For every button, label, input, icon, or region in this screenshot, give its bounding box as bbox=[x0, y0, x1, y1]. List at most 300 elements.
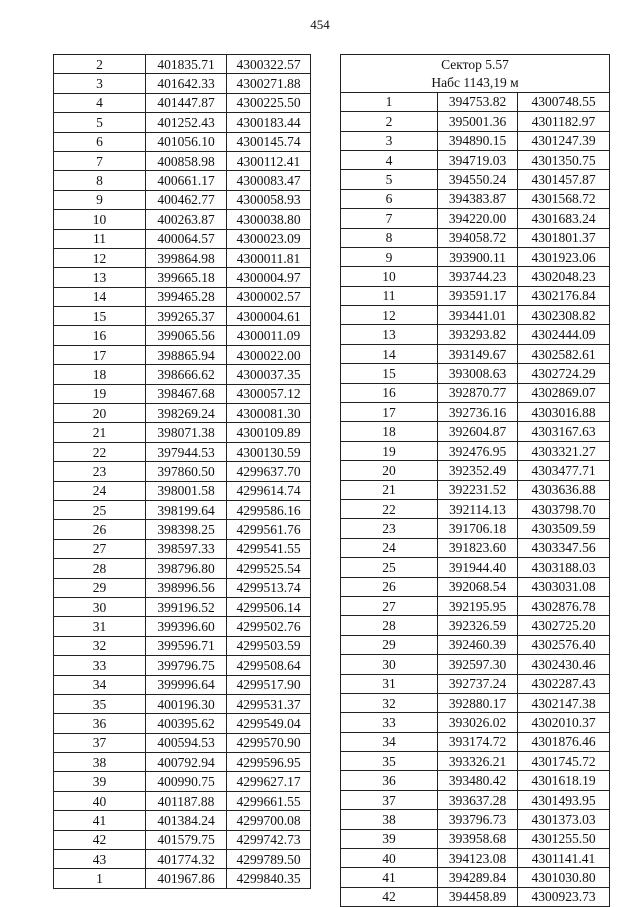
sector-header-row bbox=[341, 55, 610, 74]
x-coordinate: 398269.24 bbox=[146, 404, 227, 423]
y-coordinate: 4302869.07 bbox=[518, 383, 610, 402]
x-coordinate: 398001.58 bbox=[146, 481, 227, 500]
x-coordinate: 393900.11 bbox=[438, 247, 518, 266]
y-coordinate: 4300081.30 bbox=[227, 404, 311, 423]
point-number: 30 bbox=[54, 597, 146, 616]
y-coordinate: 4301923.06 bbox=[518, 247, 610, 266]
table-row bbox=[341, 170, 610, 189]
y-coordinate: 4300011.09 bbox=[227, 326, 311, 345]
x-coordinate: 393174.72 bbox=[438, 732, 518, 751]
point-number: 35 bbox=[341, 752, 438, 771]
point-number: 28 bbox=[54, 559, 146, 578]
x-coordinate: 400792.94 bbox=[146, 753, 227, 772]
x-coordinate: 394289.84 bbox=[438, 868, 518, 887]
sector-height: Набс 1143,19 м bbox=[341, 73, 610, 92]
y-coordinate: 4299596.95 bbox=[227, 753, 311, 772]
table-row bbox=[54, 520, 311, 539]
x-coordinate: 398199.64 bbox=[146, 500, 227, 519]
x-coordinate: 391706.18 bbox=[438, 519, 518, 538]
table-row bbox=[54, 850, 311, 869]
table-row bbox=[54, 326, 311, 345]
point-number: 16 bbox=[341, 383, 438, 402]
table-row bbox=[341, 655, 610, 674]
table-row bbox=[54, 287, 311, 306]
x-coordinate: 400462.77 bbox=[146, 190, 227, 209]
y-coordinate: 4300004.97 bbox=[227, 268, 311, 287]
x-coordinate: 393026.02 bbox=[438, 713, 518, 732]
point-number: 37 bbox=[54, 733, 146, 752]
table-row bbox=[341, 403, 610, 422]
coordinates-table-left bbox=[53, 54, 311, 889]
x-coordinate: 394890.15 bbox=[438, 131, 518, 150]
y-coordinate: 4302876.78 bbox=[518, 596, 610, 615]
table-row bbox=[341, 189, 610, 208]
x-coordinate: 393637.28 bbox=[438, 790, 518, 809]
table-row bbox=[54, 539, 311, 558]
point-number: 20 bbox=[341, 461, 438, 480]
table-row bbox=[341, 674, 610, 693]
table-row bbox=[54, 811, 311, 830]
y-coordinate: 4300225.50 bbox=[227, 93, 311, 112]
point-number: 4 bbox=[341, 150, 438, 169]
x-coordinate: 401967.86 bbox=[146, 869, 227, 888]
point-number: 30 bbox=[341, 655, 438, 674]
y-coordinate: 4299525.54 bbox=[227, 559, 311, 578]
x-coordinate: 399796.75 bbox=[146, 656, 227, 675]
y-coordinate: 4301030.80 bbox=[518, 868, 610, 887]
x-coordinate: 400395.62 bbox=[146, 714, 227, 733]
x-coordinate: 394220.00 bbox=[438, 209, 518, 228]
x-coordinate: 391944.40 bbox=[438, 558, 518, 577]
y-coordinate: 4301745.72 bbox=[518, 752, 610, 771]
x-coordinate: 401447.87 bbox=[146, 93, 227, 112]
y-coordinate: 4303636.88 bbox=[518, 480, 610, 499]
y-coordinate: 4301457.87 bbox=[518, 170, 610, 189]
table-row bbox=[341, 344, 610, 363]
point-number: 34 bbox=[54, 675, 146, 694]
x-coordinate: 399996.64 bbox=[146, 675, 227, 694]
y-coordinate: 4300022.00 bbox=[227, 345, 311, 364]
y-coordinate: 4300002.57 bbox=[227, 287, 311, 306]
table-row bbox=[341, 441, 610, 460]
y-coordinate: 4302724.29 bbox=[518, 364, 610, 383]
y-coordinate: 4300058.93 bbox=[227, 190, 311, 209]
y-coordinate: 4300037.35 bbox=[227, 365, 311, 384]
x-coordinate: 398467.68 bbox=[146, 384, 227, 403]
point-number: 17 bbox=[54, 345, 146, 364]
point-number: 26 bbox=[341, 577, 438, 596]
point-number: 1 bbox=[341, 92, 438, 111]
x-coordinate: 401579.75 bbox=[146, 830, 227, 849]
x-coordinate: 393958.68 bbox=[438, 829, 518, 848]
y-coordinate: 4301493.95 bbox=[518, 790, 610, 809]
y-coordinate: 4300271.88 bbox=[227, 74, 311, 93]
table-row bbox=[54, 578, 311, 597]
x-coordinate: 401187.88 bbox=[146, 791, 227, 810]
point-number: 29 bbox=[341, 635, 438, 654]
point-number: 37 bbox=[341, 790, 438, 809]
table-row bbox=[341, 790, 610, 809]
table-row bbox=[54, 462, 311, 481]
y-coordinate: 4303188.03 bbox=[518, 558, 610, 577]
table-row bbox=[341, 480, 610, 499]
x-coordinate: 398398.25 bbox=[146, 520, 227, 539]
x-coordinate: 393796.73 bbox=[438, 810, 518, 829]
y-coordinate: 4299840.35 bbox=[227, 869, 311, 888]
point-number: 41 bbox=[54, 811, 146, 830]
point-number: 5 bbox=[54, 113, 146, 132]
table-row bbox=[341, 499, 610, 518]
y-coordinate: 4302048.23 bbox=[518, 267, 610, 286]
point-number: 7 bbox=[54, 151, 146, 170]
y-coordinate: 4302430.46 bbox=[518, 655, 610, 674]
point-number: 11 bbox=[54, 229, 146, 248]
y-coordinate: 4300083.47 bbox=[227, 171, 311, 190]
table-row bbox=[54, 307, 311, 326]
y-coordinate: 4300038.80 bbox=[227, 210, 311, 229]
x-coordinate: 398796.80 bbox=[146, 559, 227, 578]
x-coordinate: 392068.54 bbox=[438, 577, 518, 596]
table-row bbox=[341, 732, 610, 751]
y-coordinate: 4300322.57 bbox=[227, 55, 311, 74]
x-coordinate: 394458.89 bbox=[438, 887, 518, 906]
table-row bbox=[54, 365, 311, 384]
point-number: 12 bbox=[341, 306, 438, 325]
y-coordinate: 4300109.89 bbox=[227, 423, 311, 442]
point-number: 34 bbox=[341, 732, 438, 751]
point-number: 21 bbox=[341, 480, 438, 499]
y-coordinate: 4299561.76 bbox=[227, 520, 311, 539]
point-number: 13 bbox=[54, 268, 146, 287]
y-coordinate: 4299549.04 bbox=[227, 714, 311, 733]
y-coordinate: 4299503.59 bbox=[227, 636, 311, 655]
x-coordinate: 401642.33 bbox=[146, 74, 227, 93]
point-number: 39 bbox=[54, 772, 146, 791]
point-number: 9 bbox=[54, 190, 146, 209]
x-coordinate: 392604.87 bbox=[438, 422, 518, 441]
y-coordinate: 4303477.71 bbox=[518, 461, 610, 480]
point-number: 10 bbox=[341, 267, 438, 286]
y-coordinate: 4302582.61 bbox=[518, 344, 610, 363]
table-row bbox=[54, 268, 311, 287]
x-coordinate: 394383.87 bbox=[438, 189, 518, 208]
x-coordinate: 399196.52 bbox=[146, 597, 227, 616]
table-row bbox=[54, 404, 311, 423]
x-coordinate: 392352.49 bbox=[438, 461, 518, 480]
x-coordinate: 392880.17 bbox=[438, 693, 518, 712]
table-row bbox=[341, 849, 610, 868]
x-coordinate: 395001.36 bbox=[438, 112, 518, 131]
x-coordinate: 398666.62 bbox=[146, 365, 227, 384]
table-row bbox=[341, 286, 610, 305]
y-coordinate: 4299506.14 bbox=[227, 597, 311, 616]
y-coordinate: 4299661.55 bbox=[227, 791, 311, 810]
table-row bbox=[341, 713, 610, 732]
table-row bbox=[54, 733, 311, 752]
x-coordinate: 393591.17 bbox=[438, 286, 518, 305]
x-coordinate: 394123.08 bbox=[438, 849, 518, 868]
table-row bbox=[341, 616, 610, 635]
table-row bbox=[341, 267, 610, 286]
y-coordinate: 4301141.41 bbox=[518, 849, 610, 868]
y-coordinate: 4299789.50 bbox=[227, 850, 311, 869]
y-coordinate: 4299637.70 bbox=[227, 462, 311, 481]
table-row bbox=[54, 830, 311, 849]
point-number: 27 bbox=[54, 539, 146, 558]
table-row bbox=[341, 112, 610, 131]
table-row bbox=[54, 500, 311, 519]
y-coordinate: 4299517.90 bbox=[227, 675, 311, 694]
y-coordinate: 4301255.50 bbox=[518, 829, 610, 848]
x-coordinate: 392597.30 bbox=[438, 655, 518, 674]
table-row bbox=[341, 693, 610, 712]
point-number: 33 bbox=[341, 713, 438, 732]
table-row bbox=[54, 481, 311, 500]
y-coordinate: 4300145.74 bbox=[227, 132, 311, 151]
y-coordinate: 4299570.90 bbox=[227, 733, 311, 752]
point-number: 13 bbox=[341, 325, 438, 344]
table-row bbox=[341, 538, 610, 557]
x-coordinate: 399864.98 bbox=[146, 248, 227, 267]
y-coordinate: 4300004.61 bbox=[227, 307, 311, 326]
x-coordinate: 399065.56 bbox=[146, 326, 227, 345]
point-number: 6 bbox=[341, 189, 438, 208]
table-row bbox=[341, 519, 610, 538]
y-coordinate: 4302010.37 bbox=[518, 713, 610, 732]
x-coordinate: 401835.71 bbox=[146, 55, 227, 74]
x-coordinate: 401252.43 bbox=[146, 113, 227, 132]
x-coordinate: 392476.95 bbox=[438, 441, 518, 460]
point-number: 26 bbox=[54, 520, 146, 539]
y-coordinate: 4301683.24 bbox=[518, 209, 610, 228]
x-coordinate: 392736.16 bbox=[438, 403, 518, 422]
point-number: 2 bbox=[341, 112, 438, 131]
y-coordinate: 4299627.17 bbox=[227, 772, 311, 791]
x-coordinate: 394719.03 bbox=[438, 150, 518, 169]
point-number: 24 bbox=[54, 481, 146, 500]
x-coordinate: 392870.77 bbox=[438, 383, 518, 402]
point-number: 23 bbox=[54, 462, 146, 481]
table-row bbox=[54, 229, 311, 248]
y-coordinate: 4302176.84 bbox=[518, 286, 610, 305]
table-row bbox=[54, 55, 311, 74]
point-number: 15 bbox=[341, 364, 438, 383]
point-number: 42 bbox=[54, 830, 146, 849]
table-row bbox=[54, 714, 311, 733]
table-row bbox=[54, 597, 311, 616]
y-coordinate: 4302287.43 bbox=[518, 674, 610, 693]
y-coordinate: 4301182.97 bbox=[518, 112, 610, 131]
table-row bbox=[341, 577, 610, 596]
y-coordinate: 4301618.19 bbox=[518, 771, 610, 790]
point-number: 9 bbox=[341, 247, 438, 266]
x-coordinate: 393326.21 bbox=[438, 752, 518, 771]
y-coordinate: 4303016.88 bbox=[518, 403, 610, 422]
x-coordinate: 397860.50 bbox=[146, 462, 227, 481]
x-coordinate: 399265.37 bbox=[146, 307, 227, 326]
point-number: 41 bbox=[341, 868, 438, 887]
x-coordinate: 391823.60 bbox=[438, 538, 518, 557]
y-coordinate: 4300748.55 bbox=[518, 92, 610, 111]
point-number: 29 bbox=[54, 578, 146, 597]
table-row bbox=[54, 74, 311, 93]
y-coordinate: 4299513.74 bbox=[227, 578, 311, 597]
point-number: 14 bbox=[341, 344, 438, 363]
table-row bbox=[54, 190, 311, 209]
y-coordinate: 4301373.03 bbox=[518, 810, 610, 829]
table-row bbox=[54, 772, 311, 791]
point-number: 32 bbox=[341, 693, 438, 712]
point-number: 32 bbox=[54, 636, 146, 655]
table-row bbox=[341, 868, 610, 887]
y-coordinate: 4303031.08 bbox=[518, 577, 610, 596]
table-row bbox=[54, 559, 311, 578]
y-coordinate: 4300023.09 bbox=[227, 229, 311, 248]
sector-title: Сектор 5.57 bbox=[341, 55, 610, 74]
y-coordinate: 4302725.20 bbox=[518, 616, 610, 635]
y-coordinate: 4300130.59 bbox=[227, 442, 311, 461]
table-row bbox=[341, 228, 610, 247]
x-coordinate: 398071.38 bbox=[146, 423, 227, 442]
table-row bbox=[54, 675, 311, 694]
x-coordinate: 394753.82 bbox=[438, 92, 518, 111]
table-row bbox=[341, 596, 610, 615]
x-coordinate: 397944.53 bbox=[146, 442, 227, 461]
point-number: 19 bbox=[54, 384, 146, 403]
y-coordinate: 4300112.41 bbox=[227, 151, 311, 170]
point-number: 7 bbox=[341, 209, 438, 228]
point-number: 25 bbox=[341, 558, 438, 577]
x-coordinate: 393744.23 bbox=[438, 267, 518, 286]
point-number: 18 bbox=[341, 422, 438, 441]
x-coordinate: 400196.30 bbox=[146, 694, 227, 713]
x-coordinate: 401774.32 bbox=[146, 850, 227, 869]
table-row bbox=[341, 306, 610, 325]
point-number: 3 bbox=[54, 74, 146, 93]
x-coordinate: 392114.13 bbox=[438, 499, 518, 518]
table-row bbox=[341, 92, 610, 111]
table-row bbox=[341, 325, 610, 344]
table-row bbox=[54, 151, 311, 170]
table-row bbox=[54, 791, 311, 810]
table-row bbox=[341, 131, 610, 150]
x-coordinate: 399596.71 bbox=[146, 636, 227, 655]
point-number: 38 bbox=[54, 753, 146, 772]
point-number: 22 bbox=[341, 499, 438, 518]
y-coordinate: 4302308.82 bbox=[518, 306, 610, 325]
table-row bbox=[341, 364, 610, 383]
page-number: 454 bbox=[310, 17, 330, 32]
point-number: 22 bbox=[54, 442, 146, 461]
x-coordinate: 393149.67 bbox=[438, 344, 518, 363]
point-number: 15 bbox=[54, 307, 146, 326]
table-row bbox=[341, 383, 610, 402]
table-row bbox=[54, 210, 311, 229]
y-coordinate: 4299531.37 bbox=[227, 694, 311, 713]
point-number: 8 bbox=[341, 228, 438, 247]
point-number: 23 bbox=[341, 519, 438, 538]
x-coordinate: 401384.24 bbox=[146, 811, 227, 830]
table-row bbox=[54, 171, 311, 190]
point-number: 19 bbox=[341, 441, 438, 460]
x-coordinate: 393293.82 bbox=[438, 325, 518, 344]
table-row bbox=[54, 93, 311, 112]
x-coordinate: 398597.33 bbox=[146, 539, 227, 558]
y-coordinate: 4303167.63 bbox=[518, 422, 610, 441]
point-number: 28 bbox=[341, 616, 438, 635]
table-row bbox=[54, 384, 311, 403]
point-number: 5 bbox=[341, 170, 438, 189]
table-row bbox=[341, 635, 610, 654]
table-row bbox=[54, 636, 311, 655]
y-coordinate: 4301350.75 bbox=[518, 150, 610, 169]
x-coordinate: 392326.59 bbox=[438, 616, 518, 635]
y-coordinate: 4303347.56 bbox=[518, 538, 610, 557]
x-coordinate: 400594.53 bbox=[146, 733, 227, 752]
table-row bbox=[54, 869, 311, 888]
x-coordinate: 400858.98 bbox=[146, 151, 227, 170]
y-coordinate: 4299614.74 bbox=[227, 481, 311, 500]
point-number: 25 bbox=[54, 500, 146, 519]
x-coordinate: 401056.10 bbox=[146, 132, 227, 151]
table-row bbox=[341, 209, 610, 228]
point-number: 2 bbox=[54, 55, 146, 74]
point-number: 40 bbox=[54, 791, 146, 810]
y-coordinate: 4299742.73 bbox=[227, 830, 311, 849]
table-row bbox=[54, 656, 311, 675]
x-coordinate: 399465.28 bbox=[146, 287, 227, 306]
point-number: 21 bbox=[54, 423, 146, 442]
table-row bbox=[341, 829, 610, 848]
point-number: 42 bbox=[341, 887, 438, 906]
x-coordinate: 399665.18 bbox=[146, 268, 227, 287]
x-coordinate: 394550.24 bbox=[438, 170, 518, 189]
point-number: 17 bbox=[341, 403, 438, 422]
point-number: 31 bbox=[54, 617, 146, 636]
x-coordinate: 392460.39 bbox=[438, 635, 518, 654]
point-number: 20 bbox=[54, 404, 146, 423]
y-coordinate: 4301247.39 bbox=[518, 131, 610, 150]
y-coordinate: 4299502.76 bbox=[227, 617, 311, 636]
table-row bbox=[54, 442, 311, 461]
y-coordinate: 4300057.12 bbox=[227, 384, 311, 403]
y-coordinate: 4301568.72 bbox=[518, 189, 610, 208]
y-coordinate: 4300183.44 bbox=[227, 113, 311, 132]
table-row bbox=[341, 422, 610, 441]
point-number: 35 bbox=[54, 694, 146, 713]
x-coordinate: 392737.24 bbox=[438, 674, 518, 693]
table-row bbox=[341, 150, 610, 169]
point-number: 10 bbox=[54, 210, 146, 229]
y-coordinate: 4302576.40 bbox=[518, 635, 610, 654]
y-coordinate: 4303798.70 bbox=[518, 499, 610, 518]
point-number: 39 bbox=[341, 829, 438, 848]
coordinates-table-right bbox=[340, 54, 610, 907]
x-coordinate: 399396.60 bbox=[146, 617, 227, 636]
x-coordinate: 400263.87 bbox=[146, 210, 227, 229]
x-coordinate: 392195.95 bbox=[438, 596, 518, 615]
table-row bbox=[54, 132, 311, 151]
table-row bbox=[54, 248, 311, 267]
x-coordinate: 393441.01 bbox=[438, 306, 518, 325]
y-coordinate: 4300011.81 bbox=[227, 248, 311, 267]
x-coordinate: 400990.75 bbox=[146, 772, 227, 791]
y-coordinate: 4299508.64 bbox=[227, 656, 311, 675]
point-number: 31 bbox=[341, 674, 438, 693]
point-number: 40 bbox=[341, 849, 438, 868]
y-coordinate: 4302147.38 bbox=[518, 693, 610, 712]
table-row bbox=[341, 887, 610, 906]
